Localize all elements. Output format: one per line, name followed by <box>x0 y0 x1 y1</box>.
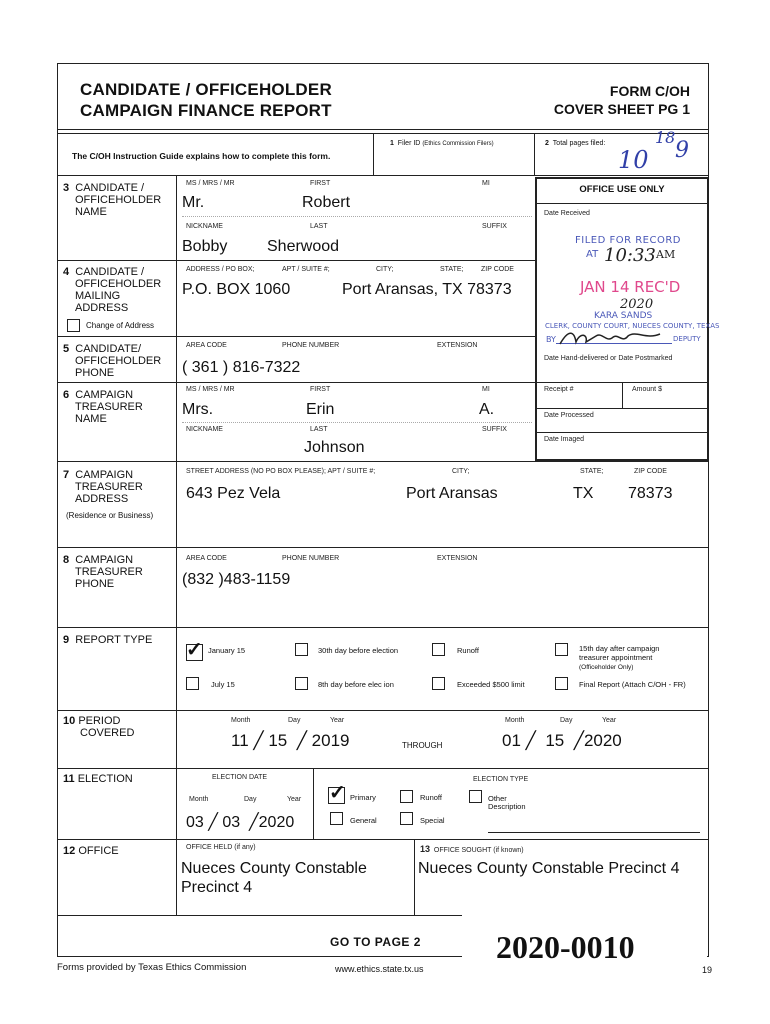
sec3-prefix-label: MS / MRS / MR <box>186 180 235 187</box>
stamp-ampm: AM <box>656 248 676 261</box>
stamp-by: BY <box>546 335 556 344</box>
candidate-prefix: Mr. <box>182 194 205 211</box>
page-number: 19 <box>702 965 713 975</box>
candidate-last: Sherwood <box>267 238 340 255</box>
treasurer-phone: (832 )483-1159 <box>182 571 291 588</box>
sec6-last-label: LAST <box>310 426 328 433</box>
sec11-label: 11 ELECTION <box>63 773 133 785</box>
sec3-nickname-label: NICKNAME <box>186 223 223 230</box>
primary-label: Primary <box>350 793 376 802</box>
stamp-filed: FILED FOR RECORD <box>575 235 681 246</box>
period-to: 01 ╱ 15 ╱2020 <box>502 731 622 750</box>
sec3-mi-label: MI <box>482 180 490 187</box>
sec3-first-label: FIRST <box>310 180 331 187</box>
election-date-label: ELECTION DATE <box>212 774 268 781</box>
treasurer-city: Port Aransas <box>406 485 498 502</box>
sec3-last-label: LAST <box>310 223 328 230</box>
deputy-signature <box>556 328 666 348</box>
date-received-label: Date Received <box>544 210 590 217</box>
treasurer-street: 643 Pez Vela <box>186 485 281 502</box>
sec10-from-month-label: Month <box>231 717 251 724</box>
sec10-to-day-label: Day <box>560 717 573 724</box>
general-election-checkbox[interactable] <box>330 812 343 825</box>
sec11-month-label: Month <box>189 796 209 803</box>
treasurer-state: TX <box>573 485 594 502</box>
sec4-city-label: CITY; <box>376 266 394 273</box>
special-election-checkbox[interactable] <box>400 812 413 825</box>
sec7-sub: (Residence or Business) <box>66 511 154 520</box>
day8-label: 8th day before elec ion <box>318 680 394 689</box>
treasurer-mi: A. <box>479 401 495 418</box>
day15-checkbox[interactable] <box>555 643 568 656</box>
period-from: 11 ╱ 15 ╱ 2019 <box>231 731 350 750</box>
office-sought: Nueces County Constable Precinct 4 <box>418 860 680 877</box>
treasurer-prefix: Mrs. <box>182 401 214 418</box>
sec3-suffix-label: SUFFIX <box>482 223 507 230</box>
treasurer-zip: 78373 <box>628 485 673 502</box>
sec4-zip-label: ZIP CODE <box>481 266 514 273</box>
instruction-text: The C/OH Instruction Guide explains how to complete this form. <box>72 151 331 161</box>
primary-check-mark: ✓ <box>329 782 346 804</box>
jan15-check-mark: ✓ <box>186 639 203 661</box>
sec6-mi-label: MI <box>482 386 490 393</box>
sec10-label: 10 PERIOD COVERED <box>63 715 135 739</box>
special-election-label: Special <box>420 816 445 825</box>
hand-delivered-label: Date Hand-delivered or Date Postmarked <box>544 355 673 362</box>
sec4-label: 4 CANDIDATE / OFFICEHOLDER MAILING ADDRESS <box>63 266 162 314</box>
office-sought-label: 13 OFFICE SOUGHT (if known) <box>420 844 524 854</box>
stamp-date: JAN 14 REC'D <box>580 278 681 296</box>
office-held-line1: Nueces County Constable <box>181 860 367 877</box>
candidate-nickname: Bobby <box>182 238 228 255</box>
form-id: FORM C/OH <box>609 83 690 99</box>
day30-checkbox[interactable] <box>295 643 308 656</box>
sec7-city-label: CITY; <box>452 468 470 475</box>
runoff-checkbox[interactable] <box>432 643 445 656</box>
sec7-state-label: STATE; <box>580 468 604 475</box>
date-imaged-label: Date Imaged <box>544 436 585 443</box>
candidate-first: Robert <box>302 194 351 211</box>
sec5-phone-label: PHONE NUMBER <box>282 342 340 349</box>
sec6-first-label: FIRST <box>310 386 331 393</box>
sec3-label: 3 CANDIDATE / OFFICEHOLDER NAME <box>63 182 162 218</box>
other-election-label: Other Description <box>488 794 526 811</box>
date-processed-label: Date Processed <box>544 412 594 419</box>
sec6-label: 6 CAMPAIGN TREASURER NAME <box>63 389 143 425</box>
sec7-zip-label: ZIP CODE <box>634 468 667 475</box>
receipt-label: Receipt # <box>544 386 574 393</box>
sec12-label: 12 OFFICE <box>63 845 119 857</box>
total-pages-handwritten-top: 18 <box>655 128 676 147</box>
sec7-label: 7 CAMPAIGN TREASURER ADDRESS <box>63 469 143 505</box>
sec6-suffix-label: SUFFIX <box>482 426 507 433</box>
sec8-ext-label: EXTENSION <box>437 555 478 562</box>
through-label: THROUGH <box>402 741 443 750</box>
office-held-label: OFFICE HELD (if any) <box>186 844 256 851</box>
election-type-label: ELECTION TYPE <box>473 776 529 783</box>
office-use-title: OFFICE USE ONLY <box>579 184 665 195</box>
amount-label: Amount $ <box>632 386 662 393</box>
total-pages-label: 2 Total pages filed: <box>545 140 606 147</box>
sec11-day-label: Day <box>244 796 257 803</box>
sec7-street-label: STREET ADDRESS (NO PO BOX PLEASE); APT / SUITE #; <box>186 468 376 475</box>
sec8-phone-label: PHONE NUMBER <box>282 555 340 562</box>
stamp-time: 10:33 <box>604 245 656 266</box>
candidate-address: P.O. BOX 1060 <box>182 281 291 298</box>
day15-label: 15th day after campaign treasurer appointment (Officeholder Only) <box>579 644 660 671</box>
election-date: 03 ╱ 03 ╱2020 <box>186 814 295 831</box>
goto-page2: GO TO PAGE 2 <box>330 935 421 949</box>
stamp-name: KARA SANDS <box>594 311 653 321</box>
sec10-from-day-label: Day <box>288 717 301 724</box>
total-pages-handwritten-alt: 9 <box>675 138 689 163</box>
jul15-checkbox[interactable] <box>186 677 199 690</box>
sec4-address-label: ADDRESS / PO BOX; <box>186 266 255 273</box>
day30-label: 30th day before election <box>318 646 399 655</box>
day8-checkbox[interactable] <box>295 677 308 690</box>
sec5-ext-label: EXTENSION <box>437 342 478 349</box>
change-of-address-label: Change of Address <box>86 321 155 330</box>
general-election-label: General <box>350 816 377 825</box>
runoff-election-label: Runoff <box>420 793 442 802</box>
exceeded-checkbox[interactable] <box>432 677 445 690</box>
final-report-checkbox[interactable] <box>555 677 568 690</box>
sec6-nickname-label: NICKNAME <box>186 426 223 433</box>
sec10-to-month-label: Month <box>505 717 525 724</box>
stamp-year: 2020 <box>620 297 654 312</box>
form-title-line1: CANDIDATE / OFFICEHOLDER <box>80 80 332 99</box>
stamp-deputy: DEPUTY <box>673 335 701 343</box>
other-election-checkbox[interactable] <box>469 790 482 803</box>
sec10-to-year-label: Year <box>602 717 617 724</box>
sec9-label: 9 REPORT TYPE <box>63 634 153 646</box>
change-of-address-checkbox[interactable] <box>67 319 80 332</box>
sec10-from-year-label: Year <box>330 717 345 724</box>
candidate-phone: ( 361 ) 816-7322 <box>182 359 301 376</box>
sec8-label: 8 CAMPAIGN TREASURER PHONE <box>63 554 143 590</box>
sec4-state-label: STATE; <box>440 266 464 273</box>
final-report-label: Final Report (Attach C/OH - FR) <box>579 680 686 689</box>
treasurer-first: Erin <box>306 401 335 418</box>
footer-left: Forms provided by Texas Ethics Commission <box>57 962 247 973</box>
form-page: COVER SHEET PG 1 <box>553 101 690 117</box>
treasurer-last: Johnson <box>304 439 365 456</box>
runoff-election-checkbox[interactable] <box>400 790 413 803</box>
document-number: 2020-0010 <box>496 929 635 965</box>
jan15-label: January 15 <box>208 646 246 655</box>
sec11-year-label: Year <box>287 796 302 803</box>
exceeded-label: Exceeded $500 limit <box>457 680 525 689</box>
runoff-label: Runoff <box>457 646 479 655</box>
sec8-area-label: AREA CODE <box>186 555 227 562</box>
jul15-label: July 15 <box>211 680 235 689</box>
total-pages-handwritten: 10 <box>618 146 649 174</box>
sec5-label: 5 CANDIDATE/ OFFICEHOLDER PHONE <box>63 343 162 379</box>
stamp-clerk: CLERK, COUNTY COURT, NUECES COUNTY, TEXAS <box>545 322 720 330</box>
footer-center: www.ethics.state.tx.us <box>335 964 424 974</box>
sec5-area-label: AREA CODE <box>186 342 227 349</box>
office-held-line2: Precinct 4 <box>181 879 253 896</box>
sec4-apt-label: APT / SUITE #; <box>282 266 330 273</box>
candidate-city-state-zip: Port Aransas, TX 78373 <box>342 281 512 298</box>
form-title-line2: CAMPAIGN FINANCE REPORT <box>80 101 332 120</box>
filer-id-label: 1 Filer ID (Ethics Commission Filers) <box>390 140 494 147</box>
stamp-at: AT <box>586 249 599 260</box>
sec6-prefix-label: MS / MRS / MR <box>186 386 235 393</box>
